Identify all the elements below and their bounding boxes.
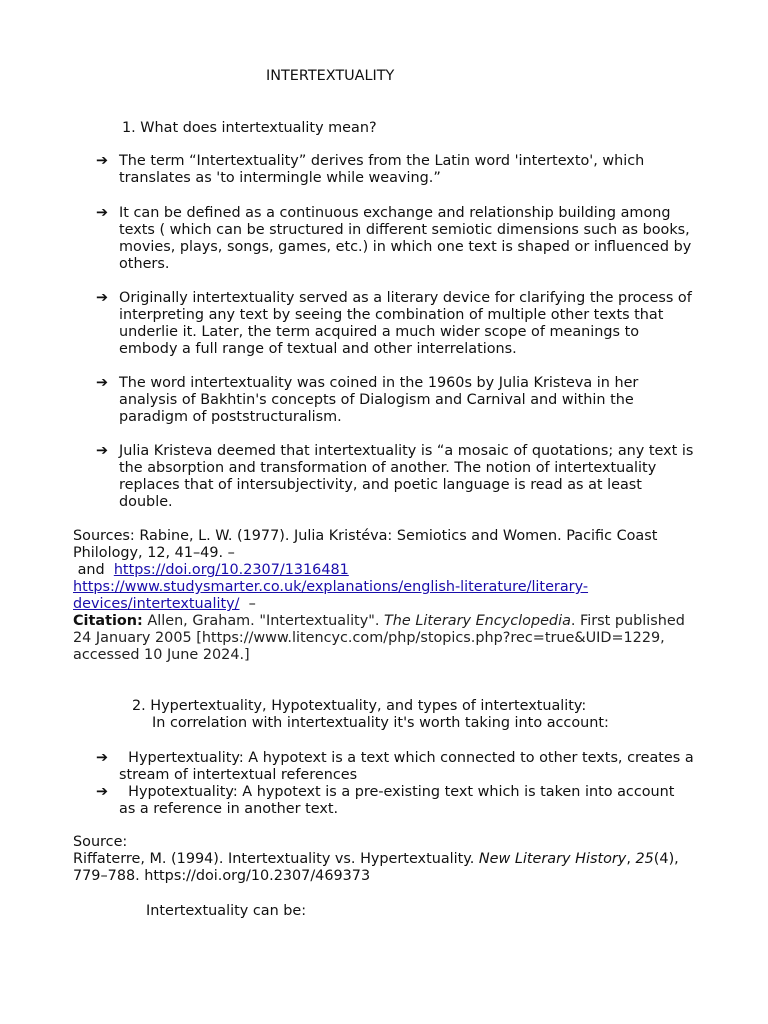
section-2-subheading: In correlation with intertextuality it's worth taking into account: (152, 715, 609, 731)
studysmarter-link[interactable]: https://www.studysmarter.co.uk/explanations/english-literature/literary-devices/intertextuality/ (73, 579, 589, 612)
citation-pre: Allen, Graham. "Intertextuality". (142, 613, 384, 629)
doi-link[interactable]: https://doi.org/10.2307/1316481 (113, 562, 349, 578)
arrow-bullet-icon: ➔ (96, 443, 109, 459)
source-post: (4), 779–788. https://doi.org/10.2307/469373 (73, 851, 679, 884)
bullet-text: The term “Intertextuality” derives from the Latin word 'intertexto', which translates as 'to intermingle while weaving.” (119, 153, 645, 186)
citation-label: Citation: (73, 613, 143, 629)
document-title: INTERTEXTUALITY (266, 68, 395, 84)
journal-volume: 25 (635, 851, 654, 867)
arrow-bullet-icon: ➔ (96, 375, 109, 391)
bullet-text: Originally intertextuality served as a literary device for clarifying the process of interpreting any text by seeing the combination of multiple other texts that underlie it. Later, the term acquired a much wider scope of meanings to embody a full range of textual and other interrelations. (119, 290, 692, 357)
journal-title: New Literary History (478, 851, 627, 867)
link-suffix: – (239, 596, 256, 612)
bullet-text: Julia Kristeva deemed that intertextuality is “a mosaic of quotations; any text is the absorption and transformation of another. The notion of intertextuality replaces that of intersubjectivity, and poetic language is read as at least double. (119, 443, 694, 510)
section-2-heading: 2. Hypertextuality, Hypotextuality, and types of intertextuality: (132, 698, 587, 714)
bullet-text: It can be defined as a continuous exchange and relationship building among texts ( which can be structured in different semiotic dimensions such as books, movies, plays, songs, games, etc.) in which one text is shaped or influenced by others. (119, 205, 692, 272)
arrow-bullet-icon: ➔ (96, 153, 109, 169)
citation-post: . First published 24 January 2005 [https://www.litencyc.com/php/stopics.php?rec=true&UID=1229, accessed 10 June 2024.] (73, 613, 685, 663)
source-label: Source: (73, 834, 128, 850)
closing-line: Intertextuality can be: (146, 903, 307, 919)
and-prefix: and (73, 562, 114, 578)
source-comma: , (626, 851, 636, 867)
citation-title: The Literary Encyclopedia (384, 613, 571, 629)
section-1-heading: 1. What does intertextuality mean? (122, 120, 377, 136)
bullet-text: Hypertextuality: A hypotext is a text which connected to other texts, creates a stream of intertextual references (119, 750, 699, 783)
sources-and-line (73, 562, 693, 579)
studysmarter-line (73, 579, 693, 613)
citation (73, 613, 693, 664)
bullet-text: The word intertextuality was coined in the 1960s by Julia Kristeva in her analysis of Bakhtin's concepts of Dialogism and Carnival and within the paradigm of poststructuralism. (119, 375, 639, 425)
source-pre: Riffaterre, M. (1994). Intertextuality vs. Hypertextuality. (73, 851, 479, 867)
bullet-text: Hypotextuality: A hypotext is a pre-existing text which is taken into account as a reference in another text. (119, 784, 680, 817)
sources-line: Sources: Rabine, L. W. (1977). Julia Kristéva: Semiotics and Women. Pacific Coast Philology, 12, 41–49. – (73, 528, 658, 561)
arrow-bullet-icon: ➔ (96, 290, 109, 306)
arrow-bullet-icon: ➔ (96, 750, 109, 766)
sources-block (73, 528, 693, 664)
source-reference (73, 851, 713, 885)
arrow-bullet-icon: ➔ (96, 205, 109, 221)
source-block (73, 834, 713, 885)
arrow-bullet-icon: ➔ (96, 784, 109, 800)
